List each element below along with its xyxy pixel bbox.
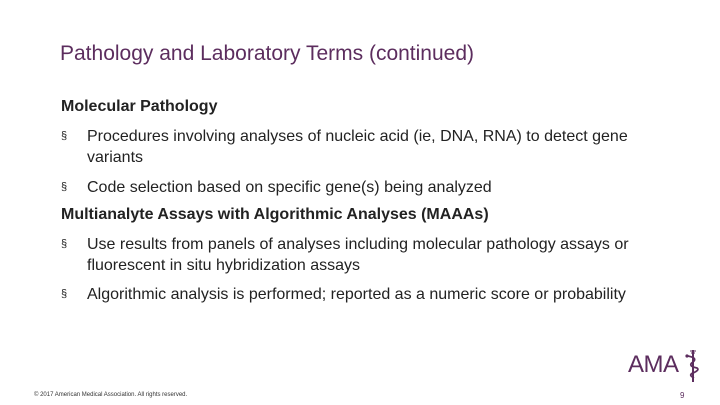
copyright-footer: © 2017 American Medical Association. All rights reserved. [34, 392, 188, 398]
section-heading-maaas: Multianalyte Assays with Algorithmic Analyses (MAAAs) [61, 206, 489, 223]
bullet-item [61, 284, 661, 305]
slide-title: Pathology and Laboratory Terms (continued) [60, 42, 475, 65]
bullet-text: Use results from panels of analyses including molecular pathology assays or fluorescent in situ hybridization assays [87, 236, 629, 274]
bullet-item [61, 234, 661, 276]
bullet-marker: § [61, 288, 68, 300]
section-heading-molecular-pathology: Molecular Pathology [61, 98, 218, 115]
logo-text: AMA [628, 351, 679, 378]
staff-of-asclepius-icon [684, 348, 702, 384]
bullet-marker: § [61, 181, 68, 193]
page-number: 9 [680, 391, 685, 400]
bullet-text: Algorithmic analysis is performed; reported as a numeric score or probability [87, 286, 626, 303]
bullet-marker: § [61, 130, 68, 142]
ama-logo [628, 348, 702, 384]
bullet-text: Code selection based on specific gene(s) being analyzed [87, 179, 492, 196]
bullet-item [61, 177, 661, 198]
bullet-text: Procedures involving analyses of nucleic acid (ie, DNA, RNA) to detect gene variants [87, 128, 628, 166]
bullet-marker: § [61, 238, 68, 250]
bullet-item [61, 126, 661, 168]
